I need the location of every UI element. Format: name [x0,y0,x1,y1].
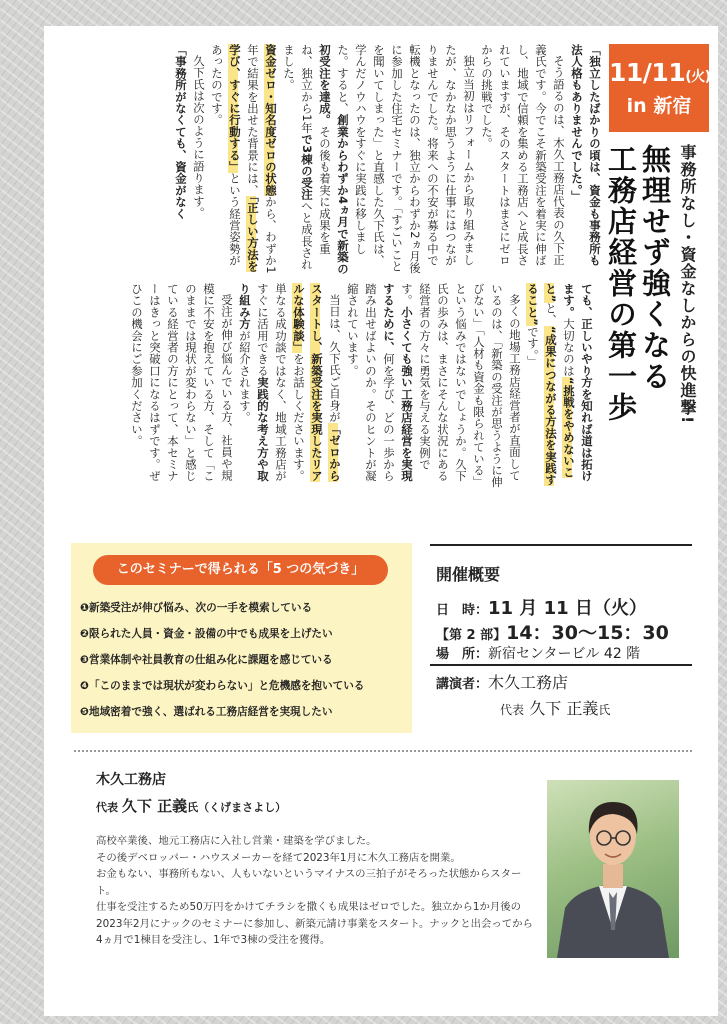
awareness-item: ❷限られた人員・資金・設備の中でも成果を上げたい [80,628,333,640]
bio-line: その後デベロッパー・ハウスメーカーを経て2023年1月に木久工務店を開業。 [96,851,461,864]
profile-name: 代表 久下 正義氏（くげまさよし） [96,797,287,815]
title-line-1: 無理せず強くなる [638,144,672,392]
divider [430,544,692,546]
awareness-heading: このセミナーで得られる「5 つの気づき」 [93,555,388,585]
event-speaker-row: 講演者：木久工務店 [436,673,569,692]
closing-quote-start: 「事務所がなくても、資金がなく [174,44,188,220]
bio-line: お金もない、事務所もない、人もいないというマイナスの三拍子がそろった状態からスタート。 [96,868,522,897]
speaker-portrait [547,780,679,958]
portrait-illustration [547,780,679,958]
article-paragraph: 独立当初はリフォームから取り組みましたが、なかなか思うように仕事にはつながりませんでした。将来への不安が募る中で転機となったのは、独立からわずか2ヵ月後に参加した住宅セミナーです。「すごいことを聞いてしまった」と直感した久下氏は、学んだノウハウをすぐに実践に移しました。すると、創業からわずか4ヵ月で新築の初受注を達成。その後も着実に成果を重ね、独立から1年で3棟の受注へと成長されました。 [282,44,476,275]
article-paragraph: 当日は、久下氏ご自身が「ゼロからスタートし、新築受注を実現したリアルな体験談」をお話しくださいます。単なる成功談ではなく、地域工務店がすぐに活用できる実践的な考え方や取り組み方が紹介されます。 [238,283,342,482]
badge-date: 11/11 [609,58,686,87]
event-date-row: 日 時：11 月 11 日（火） [436,598,647,619]
article-subtitle: 事務所なし・資金なしからの快進撃! [678,144,697,425]
badge-place: in 新宿 [626,95,692,117]
title-line-2: 工務店経営の第一歩 [604,144,638,423]
article-paragraph: そう語るのは、木久工務店代表の久下正義氏です。今でこそ新築受注を着実に伸ばし、地域で信頼を集める工務店へと成長されていますが、そのスタートはまさにゼロからの挑戦でした。 [480,44,566,267]
article-column-1 [68,44,604,276]
badge-weekday: (火) [685,69,711,85]
article-paragraph: 多くの地場工務店経営者が直面しているのは、「新築の受注が思うように伸びない」「人材も資金も限られている」という悩みではないでしょうか。久下氏の歩みは、まさにそんな状況にある経営者の方々に勇気を与える実例です。小さくても強い工務店経営を実現するために、何を学び、どの一歩から踏み出せばよいのか。そのヒントが凝縮されています。 [346,283,522,488]
article-title [604,144,672,504]
article-paragraph: 資金ゼロ・知名度ゼロの状態から、わずか1年で結果を出せた背景には、「正しい方法を学び、すぐに行動する」という経営姿勢があったのです。 [210,44,278,274]
awareness-item: ❶新築受注が伸び悩み、次の一手を模索している [80,602,313,614]
event-place-row: 場 所：新宿センタービル 42 階 [436,646,641,662]
bio-line: 仕事を受注するため50万円をかけてチラシを撒くも成果はゼロでした。独立から1か月後の2023年2月にナックのセミナーに参加し、新築元請け事業をスタート。ナックと出会ってから4ヵ月で1棟目を受注し、1年で3棟の受注を獲得。 [96,901,533,946]
article-column-2 [130,283,596,493]
event-part-row: 【第 2 部】14：30〜15：30 [436,622,669,644]
bio-line: 高校卒業後、地元工務店に入社し営業・建築を学びました。 [96,835,377,847]
awareness-list [80,595,364,725]
awareness-item: ❹「このままでは現状が変わらない」と危機感を抱いている [80,680,365,692]
dotted-divider [74,750,692,752]
event-heading: 開催概要 [436,565,501,584]
opening-quote: 「独立したばかりの頃は、資金も事務所も法人格もありませんでした。」 [570,44,602,267]
divider [430,664,692,666]
awareness-item: ❺地域密着で強く、選ばれる工務店経営を実現したい [80,706,333,718]
article-paragraph: ても、正しいやり方を知れば道は拓けます。大切なのは“挑戦をやめないこと”と、“成果につながる方法を実践すること”です。」 [526,283,594,486]
awareness-item: ❸営業体制や社員教育の仕組み化に課題を感じている [80,654,333,666]
article-paragraph: 久下氏は次のように語ります。 [192,55,206,220]
article-paragraph: 受注が伸び悩んでいる方、社員や規模に不安を抱えている方、そして「このままでは現状が変わらない」と感じている経営者の方にとって、本セミナーはきっと突破口になるはずです。ぜひこの機会にご参加ください。 [130,283,234,482]
profile-company: 木久工務店 [96,772,166,788]
event-speaker-name: 代表 久下 正義氏 [500,699,611,718]
date-badge [609,44,709,132]
profile-bio [96,833,536,949]
